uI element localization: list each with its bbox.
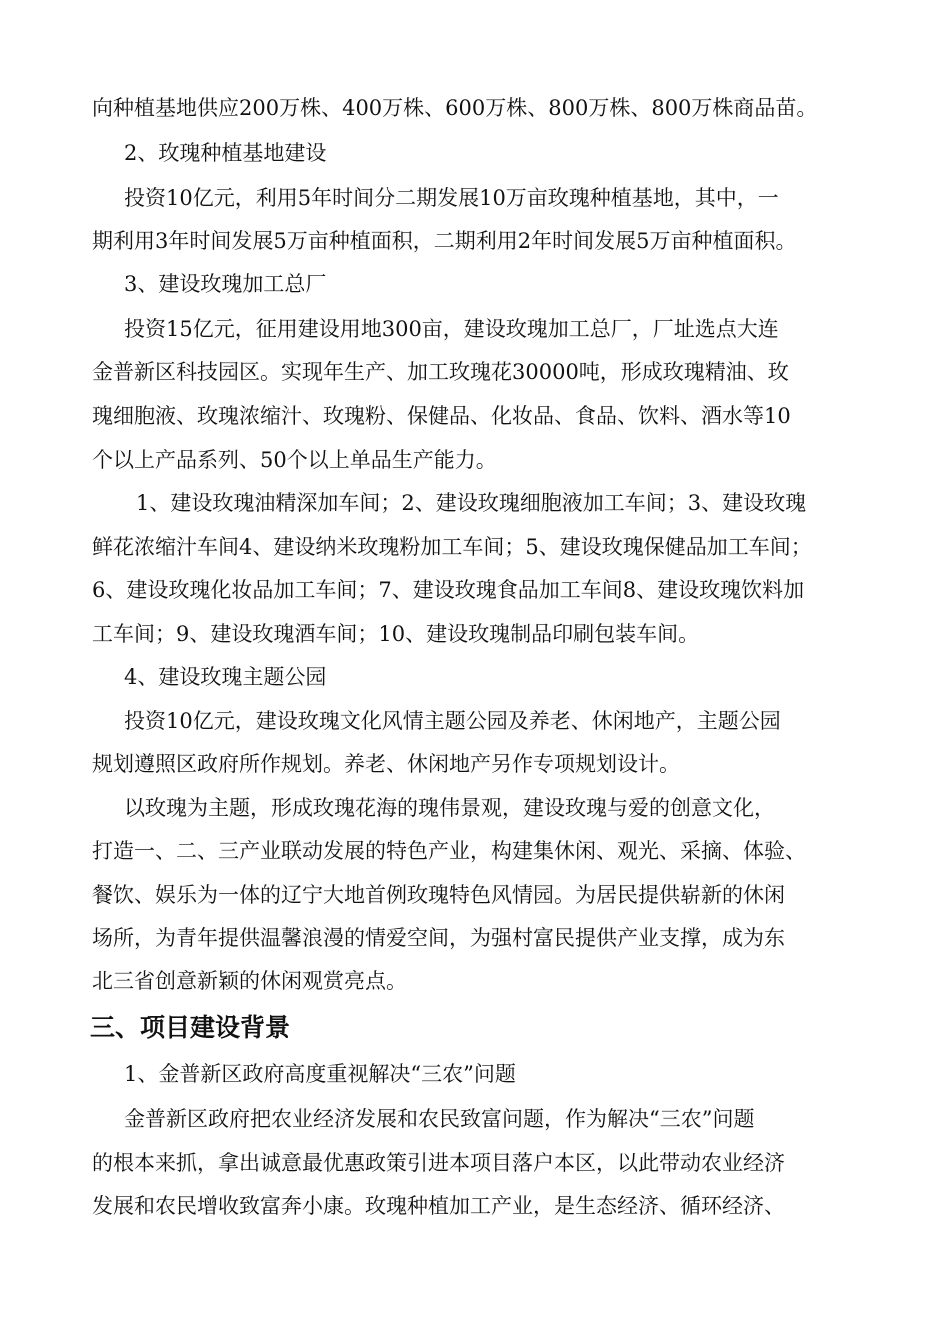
paragraph-line: 1、建设玫瑰油精深加车间；2、建设玫瑰细胞液加工车间；3、建设玫瑰 xyxy=(136,491,807,515)
section-heading: 三、项目建设背景 xyxy=(90,1013,291,1042)
paragraph-line: 投资15亿元，征用建设用地300亩，建设玫瑰加工总厂，厂址选点大连 xyxy=(124,317,779,341)
paragraph-line: 以玫瑰为主题，形成玫瑰花海的瑰伟景观，建设玫瑰与爱的创意文化， xyxy=(124,796,775,820)
paragraph-line: 规划遵照区政府所作规划。养老、休闲地产另作专项规划设计。 xyxy=(92,752,680,776)
paragraph-line: 发展和农民增收致富奔小康。玫瑰种植加工产业，是生态经济、循环经济、 xyxy=(92,1194,785,1218)
paragraph-line: 6、建设玫瑰化妆品加工车间；7、建设玫瑰食品加工车间8、建设玫瑰饮料加 xyxy=(92,578,805,602)
paragraph-line: 鲜花浓缩汁车间4、建设纳米玫瑰粉加工车间；5、建设玫瑰保健品加工车间； xyxy=(92,535,812,559)
paragraph-line: 期利用3年时间发展5万亩种植面积，二期利用2年时间发展5万亩种植面积。 xyxy=(92,229,797,253)
paragraph-line: 工车间；9、建设玫瑰酒车间；10、建设玫瑰制品印刷包装车间。 xyxy=(92,622,700,646)
paragraph-line: 投资10亿元，利用5年时间分二期发展10万亩玫瑰种植基地，其中，一 xyxy=(124,186,779,210)
paragraph-line: 餐饮、娱乐为一体的辽宁大地首例玫瑰特色风情园。为居民提供崭新的休闲 xyxy=(92,883,785,907)
paragraph-line: 北三省创意新颖的休闲观赏亮点。 xyxy=(92,969,407,993)
paragraph-line: 的根本来抓，拿出诚意最优惠政策引进本项目落户本区，以此带动农业经济 xyxy=(92,1151,785,1175)
paragraph-line: 场所，为青年提供温馨浪漫的情爱空间，为强村富民提供产业支撑，成为东 xyxy=(92,926,785,950)
subsection-title: 1、金普新区政府高度重视解决“三农”问题 xyxy=(124,1062,516,1086)
subsection-title: 2、玫瑰种植基地建设 xyxy=(124,141,327,165)
paragraph-line: 投资10亿元，建设玫瑰文化风情主题公园及养老、休闲地产，主题公园 xyxy=(124,709,781,733)
paragraph-line: 瑰细胞液、玫瑰浓缩汁、玫瑰粉、保健品、化妆品、食品、饮料、酒水等10 xyxy=(92,404,791,428)
paragraph-line: 向种植基地供应200万株、400万株、600万株、800万株、800万株商品苗。 xyxy=(92,96,818,120)
paragraph-line: 打造一、二、三产业联动发展的特色产业，构建集休闲、观光、采摘、体验、 xyxy=(92,839,806,863)
paragraph-line: 金普新区科技园区。实现年生产、加工玫瑰花30000吨，形成玫瑰精油、玫 xyxy=(92,360,789,384)
subsection-title: 3、建设玫瑰加工总厂 xyxy=(124,272,327,296)
paragraph-line: 个以上产品系列、50个以上单品生产能力。 xyxy=(92,448,497,472)
paragraph-line: 金普新区政府把农业经济发展和农民致富问题，作为解决“三农”问题 xyxy=(124,1107,755,1131)
subsection-title: 4、建设玫瑰主题公园 xyxy=(124,665,327,689)
